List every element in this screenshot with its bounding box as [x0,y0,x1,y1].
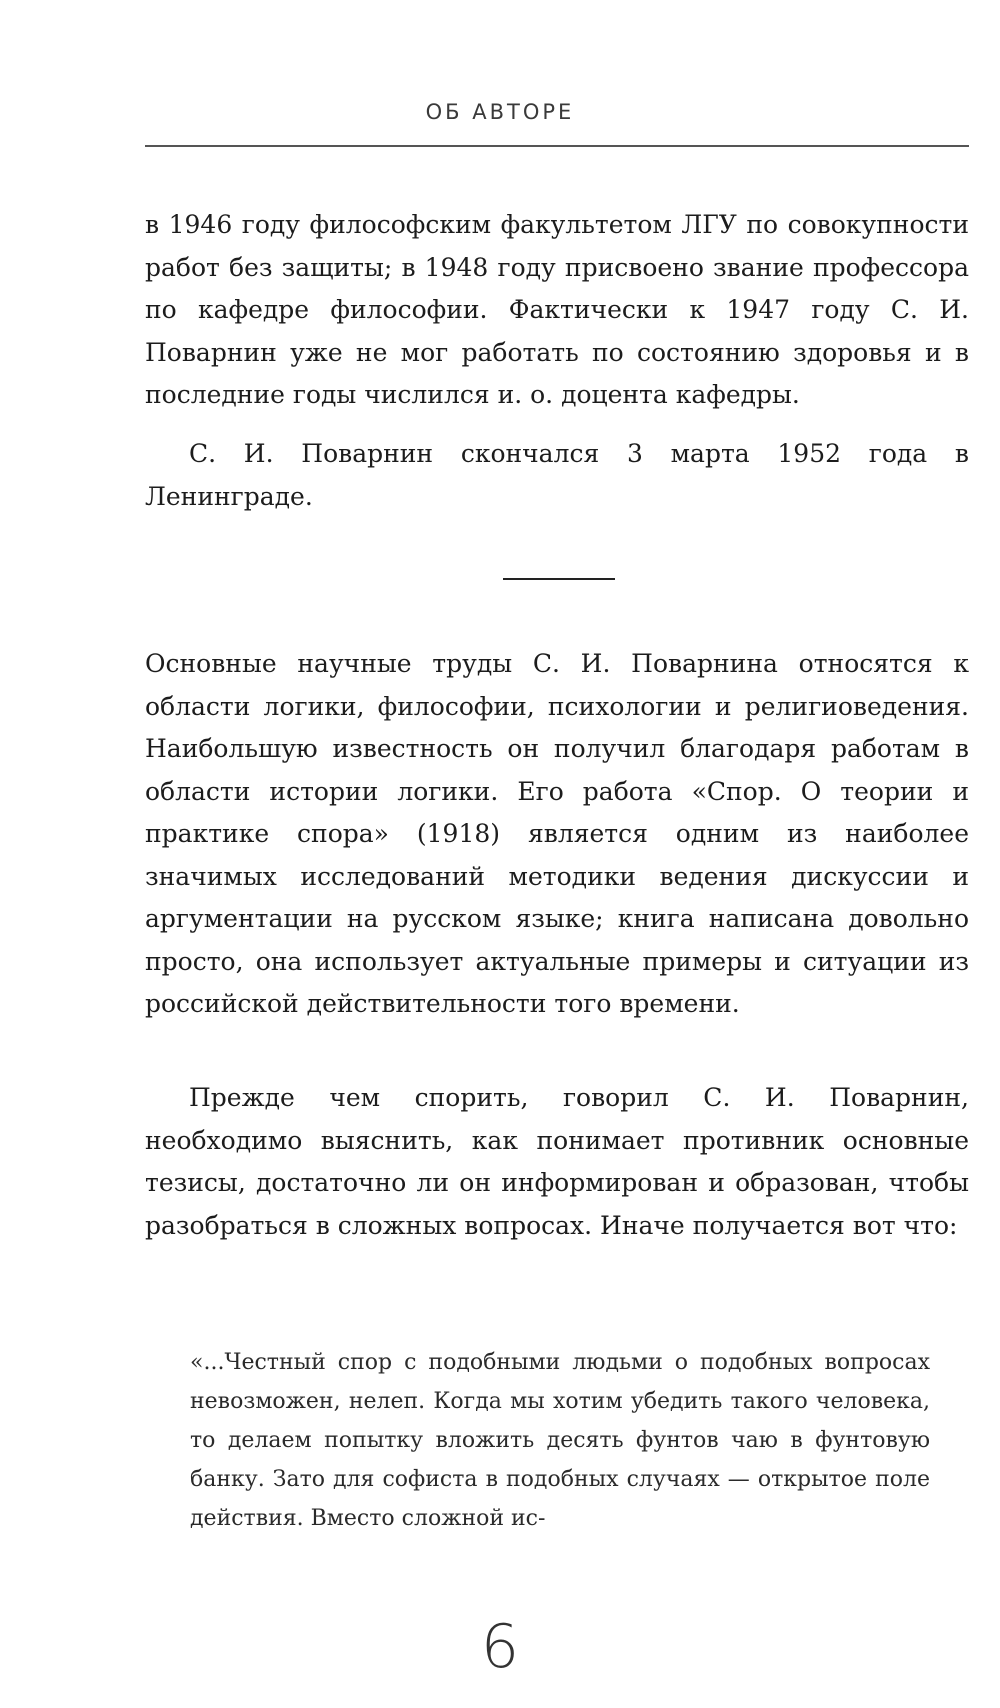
running-head: ОБ АВТОРЕ [425,100,575,124]
paragraph-death: С. И. Поварнин скончался 3 марта 1952 года в Ленинграде. [145,439,969,511]
page-number: 6 [480,1612,520,1682]
paragraph-works: Основные научные труды С. И. Поварнина относятся к области логики, философии, психологии и религиоведения. Наибольшую известность он получил благодаря работам в области истории логики. Его работа «Спор. О теории и практике спора» (1918) является одним из наиболее значимых исследований методики ведения дискуссии и аргументации на русском языке; книга написана довольно просто, она использует актуальные примеры и ситуации из российской действительности того времени. [145,649,969,1018]
block-quote: «...Честный спор с подобными людьми о подобных вопросах невозможен, нелеп. Когда мы хотим убедить такого человека, то делаем попытку вложить десять фунтов чаю в фунтовую банку. Зато для софиста в подобных случаях — открытое поле действия. Вместо сложной ис- [190,1350,930,1531]
header-rule [145,145,969,147]
paragraph-career: в 1946 году философским факультетом ЛГУ по совокупности работ без защиты; в 1948 году присвоено звание профессора по кафедре философии. Фактически к 1947 году С. И. Поварнин уже не мог работать по состоянию здоровья и в последние годы числился и. о. доцента кафедры. [145,210,969,409]
section-divider [503,578,615,580]
paragraph-argument: Прежде чем спорить, говорил С. И. Поварнин, необходимо выяснить, как понимает противник основные тезисы, достаточно ли он информирован и образован, чтобы разобраться в сложных вопросах. Иначе получается вот что: [145,1083,969,1240]
